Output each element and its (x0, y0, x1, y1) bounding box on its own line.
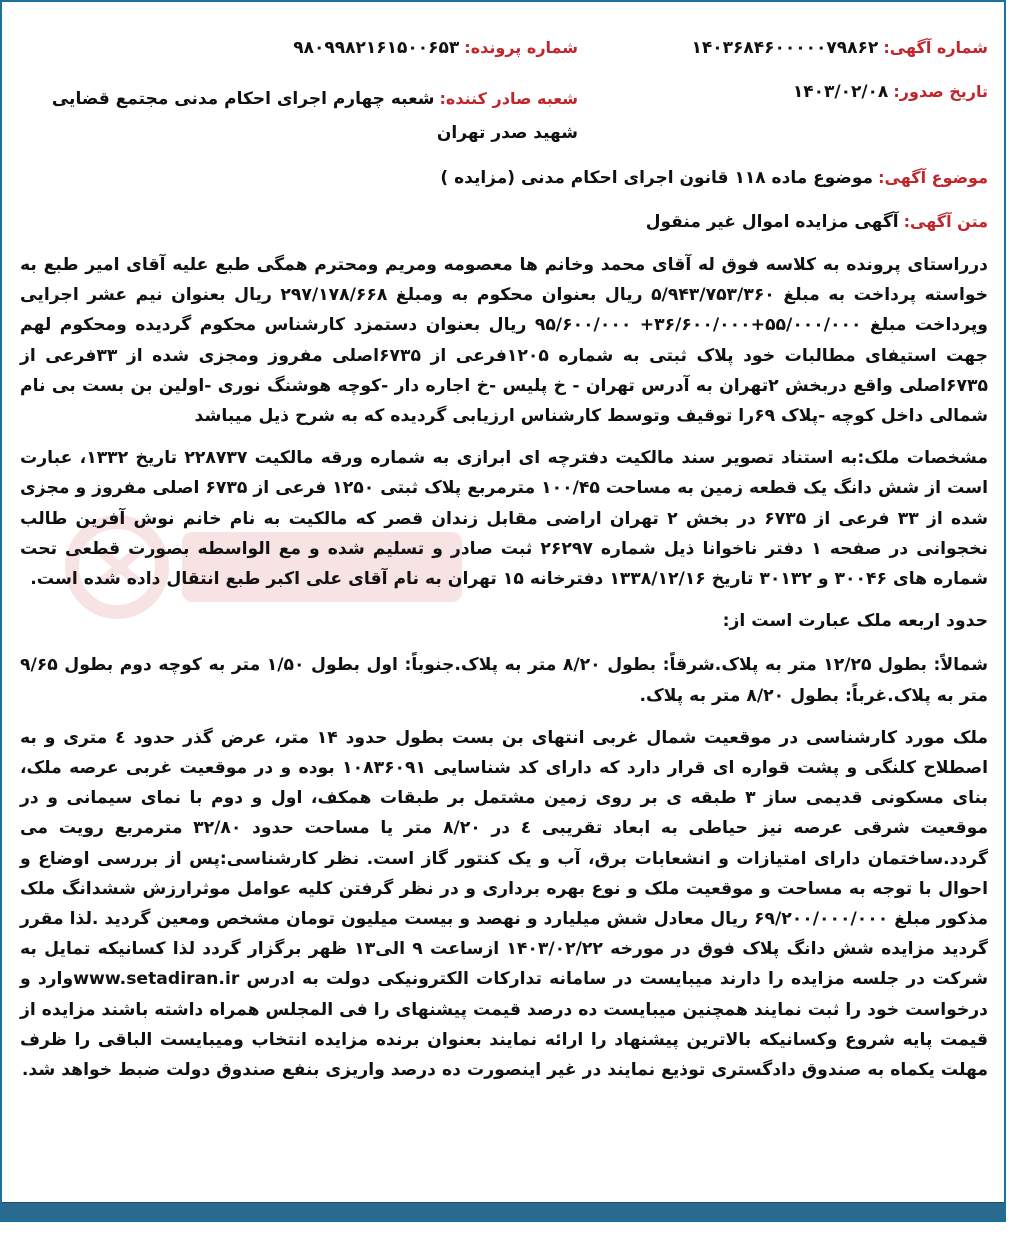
body-paragraph-3: حدود اربعه ملک عبارت است از: (722, 611, 988, 632)
case-number: ۹۸۰۹۹۸۲۱۶۱۵۰۰۶۵۳ (293, 38, 460, 58)
setadiran-link[interactable]: www.setadiran.ir (73, 969, 240, 990)
notice-content (20, 38, 988, 1097)
ad-text-value: آگهی مزایده اموال غیر منقول (645, 212, 899, 232)
body-paragraph-2: مشخصات ملک:به استناد تصویر سند مالکیت دفترچه ای ابرازی به شماره ورقه مالکیت ۲۲۸۷۳۷ تاریخ ۱۳۳۲، عبارت است از شش دانگ یک قطعه زمین به مساحت ۱۰۰/۴۵ مترمربع پلاک ثبتی ۱۲۵۰ فرعی از ۶۷۳۵ اصلی مفروز و مجزی شده از ۳۳ فرعی از ۶۷۳۵ در بخش ۲ تهران اراضی مقابل زندان قصر که مالکیت به نام خانم نوش آفرین طالب نخجوانی در صفحه ۱ دفتر ناخوانا ذیل شماره ۲۶۲۹۷ ثبت صادر و تسلیم شده و مع الواسطه بصورت قطعی تحت شماره های ۳۰۰۴۶ و ۳۰۱۳۲ تاریخ ۱۳۳۸/۱۲/۱۶ دفترخانه ۱۵ تهران به نام آقای علی اکبر طبع انتقال داده شده است. (20, 448, 988, 590)
ad-number-label: شماره آگهی: (883, 38, 988, 57)
issuer-block (38, 82, 578, 150)
bottom-bar (2, 1202, 1004, 1220)
ad-number-block (618, 38, 988, 58)
ad-number: ۱۴۰۳۶۸۴۶۰۰۰۰۰۷۹۸۶۲ (691, 38, 879, 58)
body-paragraph-1: درراستای پرونده به کلاسه فوق له آقای محمد وخانم ها معصومه ومریم ومحترم همگی طبع علیه آقای امیر طبع به خواسته پرداخت به مبلغ ۵/۹۴۳/۷۵۳/۳۶۰ ریال بعنوان محکوم به ومبلغ ۲۹۷/۱۷۸/۶۶۸ ریال بعنوان نیم عشر اجرایی وپرداخت مبلغ ۵۵/۰۰۰/۰۰۰+۳۶/۶۰۰/۰۰۰+ ۹۵/۶۰۰/۰۰۰ ریال بعنوان دستمزد کارشناس محکوم گردیده ومحکوم لهم جهت استیفای مطالبات خود پلاک ثبتی به شماره ۱۲۰۵فرعی از ۶۷۳۵اصلی مفروز ومجزی شده از ۳۳فرعی از ۶۷۳۵اصلی واقع دربخش ۲تهران به آدرس تهران - خ پلیس -خ اجاره دار -کوچه هوشنگ نوری -اولین بن بست بی نام شمالی داخل کوچه -پلاک ۶۹را توقیف وتوسط کارشناس ارزیابی گردیده که به شرح ذیل میباشد (20, 255, 989, 427)
issue-date-block (618, 82, 988, 102)
header-row-2 (20, 82, 988, 168)
issuer-label: شعبه صادر کننده: (439, 89, 578, 108)
ad-text-row (20, 212, 988, 250)
subject-label: موضوع آگهی: (878, 168, 988, 187)
issuer: شعبه چهارم اجرای احکام مدنی مجتمع قضایی شهید صدر تهران (51, 89, 578, 143)
header-row-1 (20, 38, 988, 82)
ad-text-label: متن آگهی: (903, 212, 988, 231)
body-paragraph-5 (20, 723, 988, 1085)
body-paragraph-5a: ملک مورد کارشناسی در موقعیت شمال غربی انتهای بن بست بطول حدود ۱۴ متر، عرض گذر حدود ٤ متری و به اصطلاح کلنگی و پشت قواره ای قرار دارد که دارای کد شناسایی ۱۰۸۳۶۰۹۱ بوده و در موقعیت غربی عرصه ملک، بنای مسکونی قدیمی ساز ۳ طبقه ی بر روی زمین مشتمل بر طبقات همکف، اول و دوم با نمای سیمانی و در موقعیت شرقی عرصه نیز حیاطی به ابعاد تقریبی ٤ در ۸/۲۰ متر یا مساحت حدود ۳۲/۸۰ مترمربع رویت می گردد.ساختمان دارای امتیازات و انشعابات برق، آب و یک کنتور گاز است. نظر کارشناسی:پس از بررسی اوضاع و احوال با توجه به مساحت و موقعیت ملک و نوع بهره برداری و در نظر گرفتن کلیه عوامل موثرارزش ششدانگ ملک مذکور مبلغ ۶۹/۲۰۰/۰۰۰/۰۰۰ ریال معادل شش میلیارد و نهصد و بیست میلیون تومان مشخص ومعین گردید .لذا مقرر گردید مزایده شش دانگ پلاک فوق در مورخه ۱۴۰۳/۰۲/۲۲ ازساعت ۹ الی۱۳ ظهر برگزار گردد لذا کسانیکه تمایل به شرکت در جلسه مزایده را دارند میبایست در سامانه تدارکات الکترونیکی دولت به ادرس (20, 727, 989, 990)
issue-date: ۱۴۰۳/۰۲/۰۸ (792, 82, 889, 102)
issue-date-label: تاریخ صدور: (893, 82, 988, 101)
body-paragraph-5b: وارد و درخواست خود را ثبت نمایند همچنین میبایست ده درصد قیمت پیشنهای را فی المجلس همراه داشته باشند مزایده از قیمت پایه شروع وکسانیکه بالاترین پیشنهاد را ارائه نمایند بعنوان برنده مزایده انتخاب ومیبایست الباقی را ظرف مهلت یکماه به صندوق دادگستری توذیع نمایند در غیر اینصورت ده درصد واریزی بنفع صندوق دولت ضبط خواهد شد. (20, 969, 988, 1081)
subject-row (20, 168, 988, 212)
body-paragraph-4: شمالاً: بطول ۱۲/۲۵ متر به پلاک.شرقاً: بطول ۸/۲۰ متر به پلاک.جنوباً: اول بطول ۱/۵۰ متر به کوچه دوم بطول ۹/۶۵ متر به پلاک.غرباً: بطول ۸/۲۰ متر به پلاک. (20, 655, 989, 706)
case-number-block (18, 38, 578, 58)
case-number-label: شماره پرونده: (464, 38, 578, 57)
subject-value: موضوع ماده ۱۱۸ قانون اجرای احکام مدنی (مزایده ) (440, 168, 874, 188)
